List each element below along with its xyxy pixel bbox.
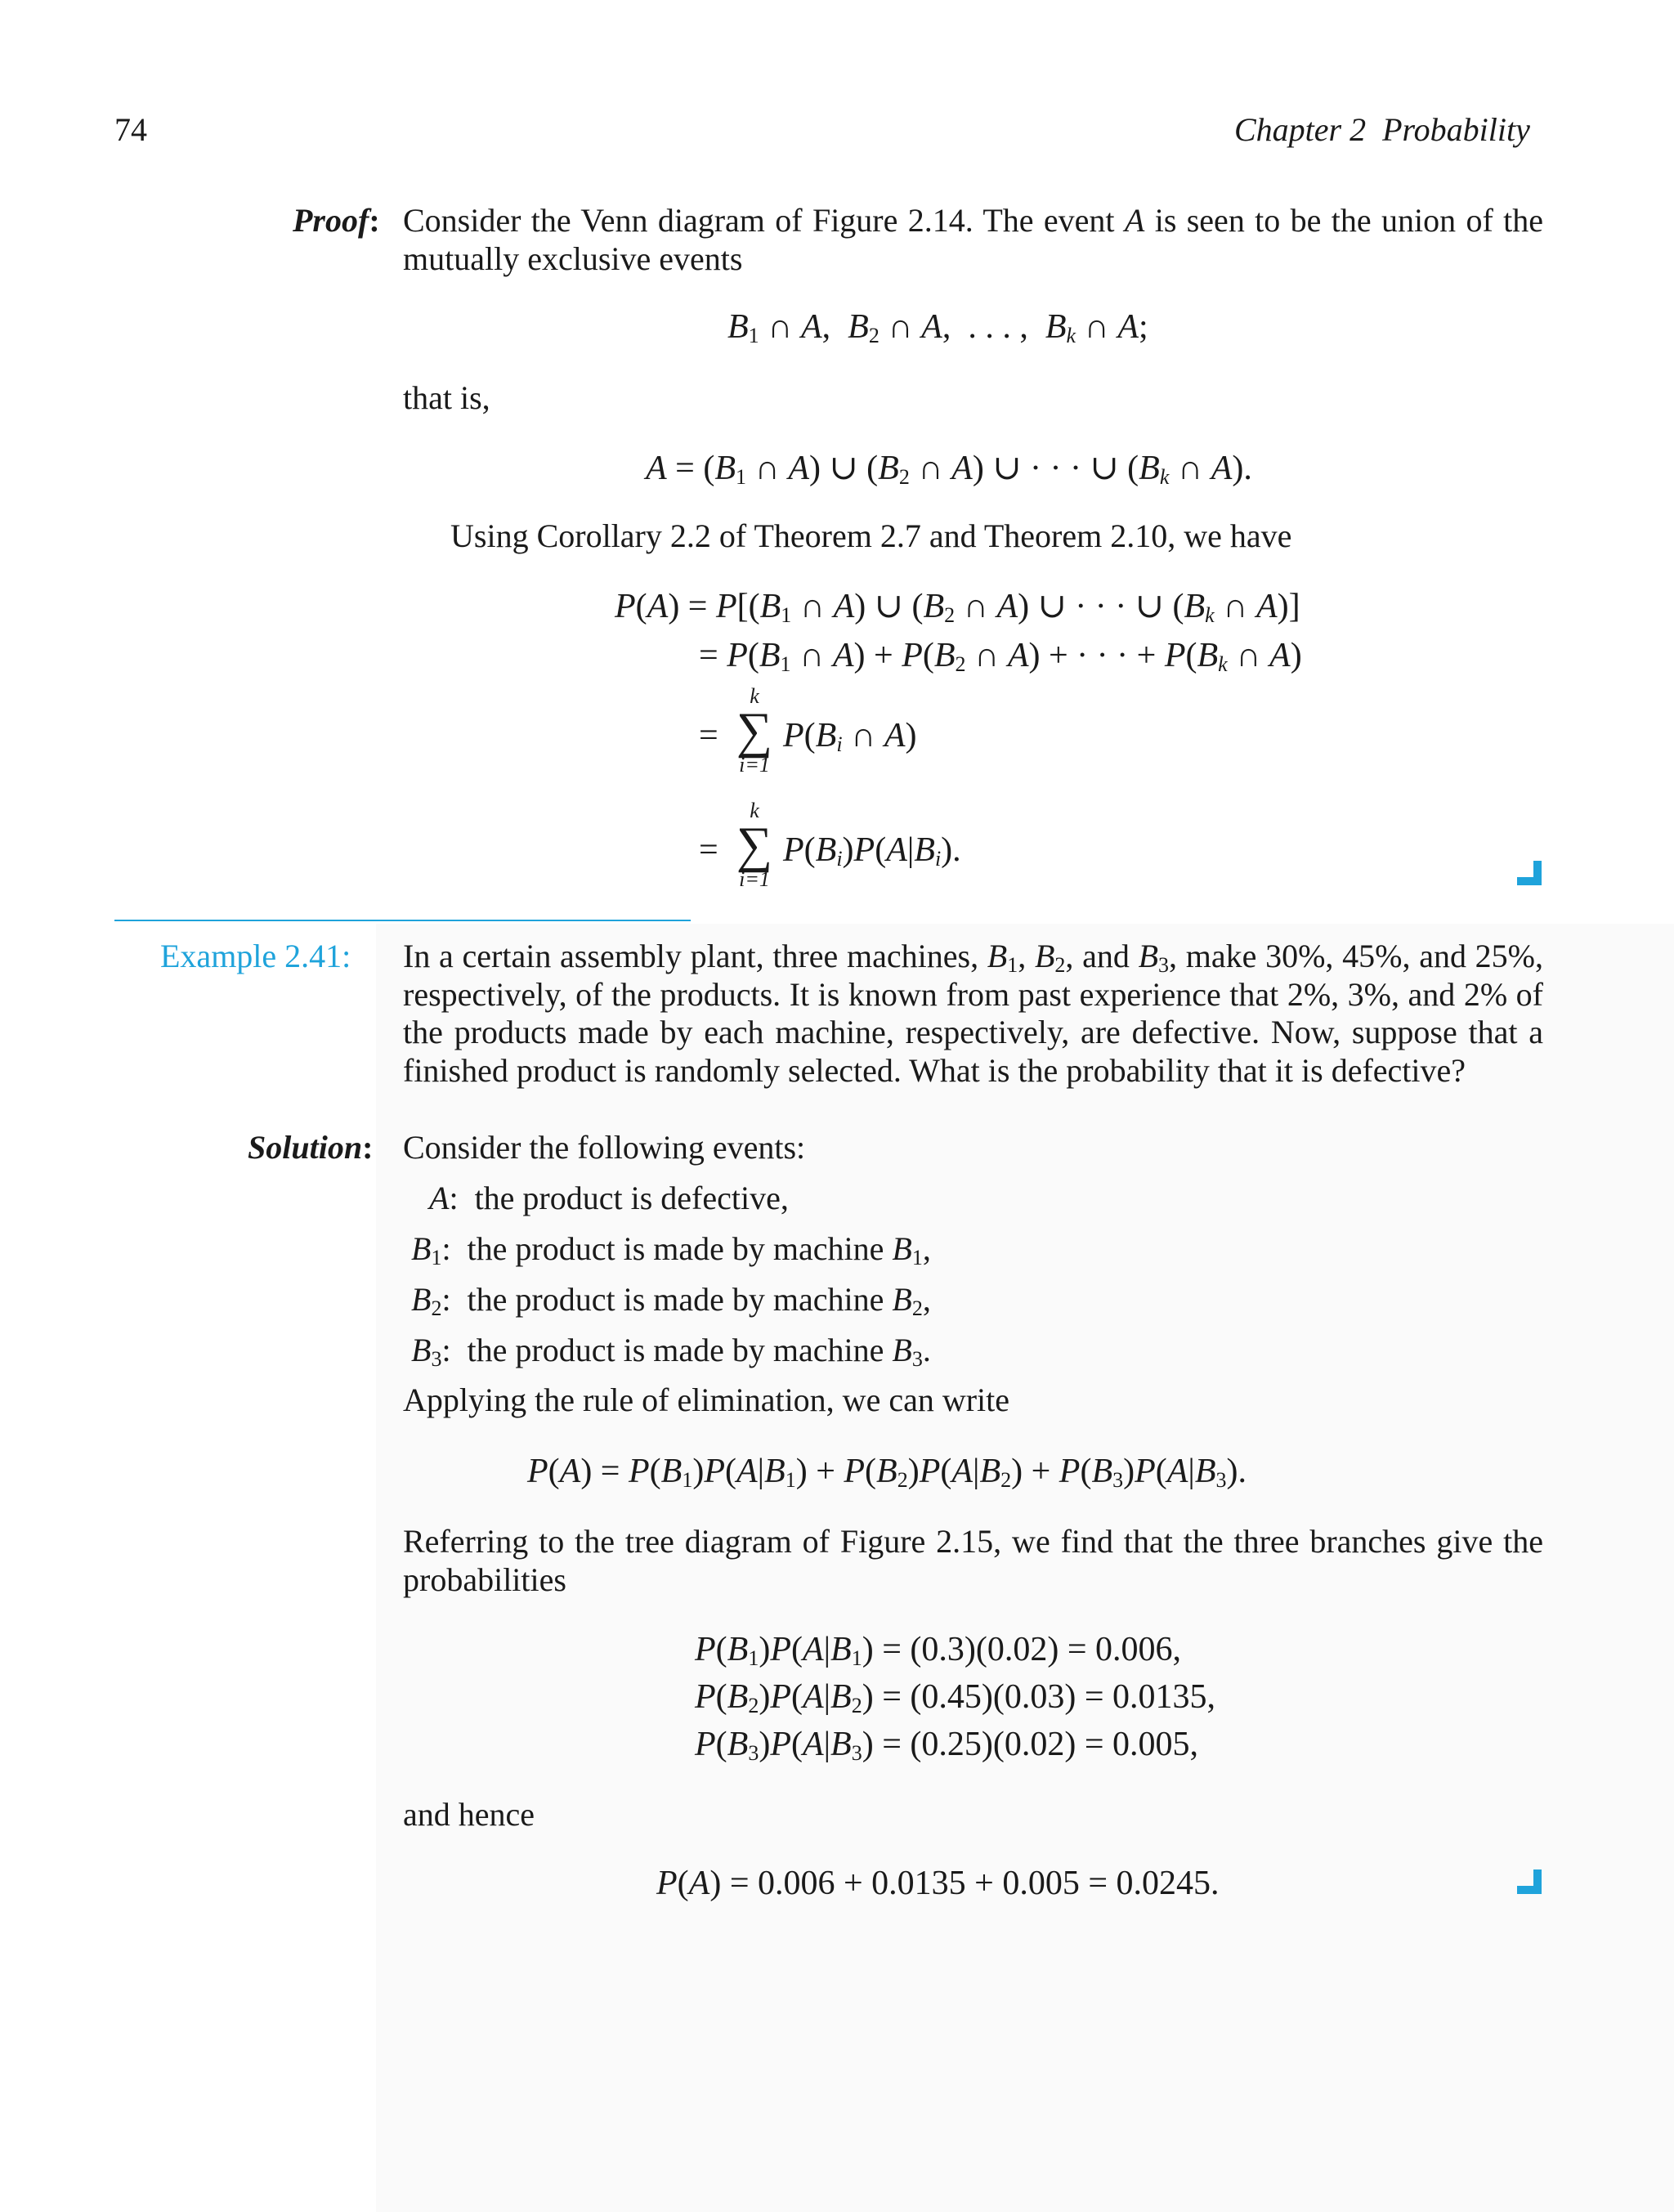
sum-symbol-2: k ∑ i=1 [736, 799, 773, 891]
proof-label: Proof: [293, 202, 380, 239]
equation-pa-line4: $P(B_i)P(A|B_i)$. [783, 831, 961, 871]
event-a: A: the product is defective, [429, 1180, 789, 1216]
proof-intro: Consider the Venn diagram of Figure 2.14. The event A is seen to be the union of the mutually exclusive events [403, 202, 1543, 277]
example-text: In a certain assembly plant, three machines, $B_1$, $B_2$, and $B_3$, make 30%, 45%, and 25%, respectively, of the products. It is known from past experience that 2%, 3%, and 2% of the products made by each machine, respectively, are defective. Now, suppose that a finished product is randomly selected. What is the probability that it is defective? [403, 938, 1543, 1089]
solution-label: Solution: [248, 1129, 374, 1166]
equation-pa-line3: $P(B_i$ ∩ A) [783, 717, 917, 756]
solution-intro: Consider the following events: [403, 1129, 806, 1166]
page-number: 74 [114, 111, 147, 148]
equation-branch-3: $P(B_3)P(A|B_3) = (0.25)(0.02) = 0.005$, [695, 1726, 1199, 1765]
using-text: Using Corollary 2.2 of Theorem 2.7 and Theorem 2.10, we have [450, 517, 1292, 554]
equation-branch-2: $P(B_2)P(A|B_2) = (0.45)(0.03) = 0.0135$, [695, 1678, 1216, 1717]
equation-pa-line2: = $P(B_1$ ∩ $A) + P(B_2$ ∩ A) + · · · + $P(B_k$ ∩ A) [699, 637, 1302, 676]
event-b1: $B_1$: the product is made by machine $B_1$, [411, 1230, 931, 1269]
event-b3: $B_3$: the product is made by machine $B_3$. [411, 1332, 931, 1371]
equation-pa-line4-eq: = [699, 831, 718, 869]
equation-branch-1: $P(B_1)P(A|B_1) = (0.3)(0.02) = 0.006$, [695, 1631, 1182, 1670]
equation-pa-line1: $P(A) = P[(B_1$ ∩ A) ∪ ($B_2$ ∩ A) ∪ · · · ∪ ($B_k$ ∩ A)] [615, 588, 1300, 627]
equation-final: P(A) = 0.006 + 0.0135 + 0.005 = 0.0245. [656, 1865, 1220, 1902]
example-divider-line [114, 920, 691, 921]
that-is-text: that is, [403, 379, 490, 416]
referring-text: Referring to the tree diagram of Figure 2.15, we find that the three branches give the probabilities [403, 1523, 1543, 1598]
equation-events-list: $B_1$ ∩ A, $B_2$ ∩ A, . . . , $B_k$ ∩ A; [727, 308, 1148, 347]
running-title: Chapter 2 Probability [1234, 111, 1530, 148]
equation-pa-line3-eq: = [699, 717, 718, 754]
event-b2: $B_2$: the product is made by machine $B_2$, [411, 1281, 931, 1320]
sum-symbol-1: k ∑ i=1 [736, 684, 773, 777]
equation-union: $A = (B_1$ ∩ A) ∪ ($B_2$ ∩ A) ∪ · · · ∪ ($B_k$ ∩ A). [646, 450, 1252, 489]
equation-elimination: $P(A) = P(B_1)P(A|B_1) + P(B_2)P(A|B_2) + P(B_3)P(A|B_3)$. [527, 1453, 1247, 1492]
end-of-proof-icon [1517, 861, 1542, 885]
applying-text: Applying the rule of elimination, we can write [403, 1381, 1010, 1418]
and-hence-text: and hence [403, 1796, 535, 1833]
end-of-solution-icon [1517, 1869, 1542, 1894]
example-label: Example 2.41: [160, 938, 351, 974]
